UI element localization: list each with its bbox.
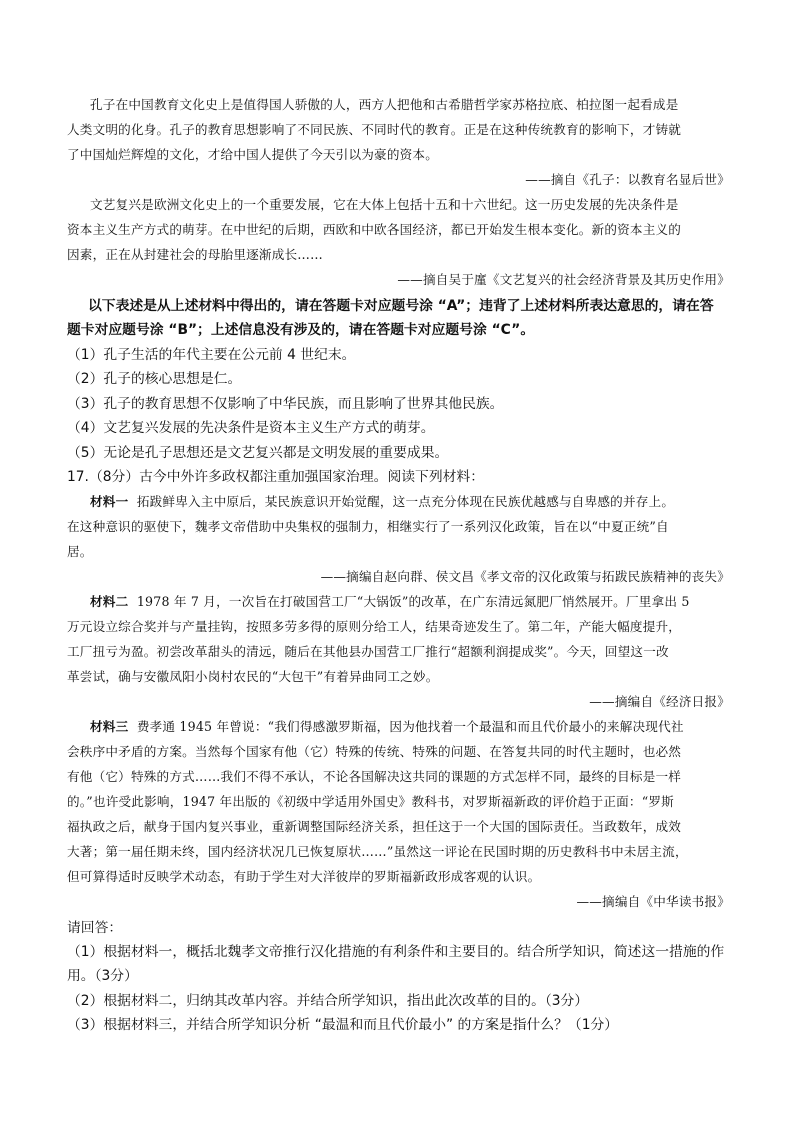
m2-label: 材料二 <box>90 594 129 609</box>
q17-2: （2）根据材料二，归纳其改革内容。并结合所学知识，指出此次改革的目的。（3分） <box>67 993 589 1009</box>
q17-1-line-2: 用。（3分） <box>67 968 138 984</box>
passage2-line-3: 因素，正在从封建社会的母胎里逐渐成长…… <box>67 247 323 262</box>
m1-line-3: 居。 <box>67 544 93 559</box>
passage1-source: ——摘自《孔子：以教育名显后世》 <box>525 172 730 187</box>
instruction-line-1: 以下表述是从上述材料中得出的，请在答题卡对应题号涂 “A”；违背了上述材料所表达意思的，请在答 <box>88 298 714 314</box>
m3-line-4: 的。”也许受此影响，1947 年出版的《初级中学适用外国史》教科书，对罗斯福新政的评价趋于正面：“罗斯 <box>67 794 674 809</box>
passage1-line-2: 人类文明的化身。孔子的教育思想影响了不同民族、不同时代的教育。正是在这种传统教育的影响下，才铸就 <box>67 122 682 137</box>
q17-stem: 17.（8分）古今中外许多政权都注重加强国家治理。阅读下列材料： <box>67 469 485 485</box>
passage2-line-2: 资本主义生产方式的萌芽。在中世纪的后期，西欧和中欧各国经济，都已开始发生根本变化。新的资本主义的 <box>67 222 682 237</box>
statement-1: （1）孔子生活的年代主要在公元前 4 世纪末。 <box>67 347 356 363</box>
m3-line-2: 会秩序中矛盾的方案。当然每个国家有他（它）特殊的传统、特殊的问题、在答复共同的时代主题时，也必然 <box>67 744 682 759</box>
m2-line-3: 工厂扭亏为盈。初尝改革甜头的清远，随后在其他县办国营工厂推行“超额利润提成奖”。今天，回望这一改 <box>67 644 669 659</box>
m1-label: 材料一 <box>90 494 129 509</box>
statement-3: （3）孔子的教育思想不仅影响了中华民族，而且影响了世界其他民族。 <box>67 396 504 412</box>
m3-line-3: 有他（它）特殊的方式……我们不得不承认，不论各国解决这共同的课题的方式怎样不同，最终的目标是一样 <box>67 769 682 784</box>
m3-line-6: 大著；第一届任期未终，国内经济状况几已恢复原状……”虽然这一评论在民国时期的历史教科书中未居主流， <box>67 844 688 859</box>
m2-line-1: 1978 年 7 月，一次旨在打破国营工厂“大锅饭”的改革，在广东清远氮肥厂悄然展开。厂里拿出 5 <box>136 594 690 609</box>
instruction-line-2: 题卡对应题号涂 “B”；上述信息没有涉及的，请在答题卡对应题号涂 “C”。 <box>67 322 535 338</box>
m1-source: ——摘编自赵向群、侯文昌《孝文帝的汉化政策与拓跋民族精神的丧失》 <box>320 569 730 584</box>
m1-first-line <box>90 491 674 510</box>
m3-line-1: 费孝通 1945 年曾说：“我们得感激罗斯福，因为他找着一个最温和而且代价最小的来解决现代社 <box>136 719 684 734</box>
m3-line-5: 福执政之后，献身于国内复兴事业，重新调整国际经济关系，担任这于一个大国的国际责任。当政数年，成效 <box>67 819 682 834</box>
m2-first-line <box>90 591 690 610</box>
passage1-line-1: 孔子在中国教育文化史上是值得国人骄傲的人，西方人把他和古希腊哲学家苏格拉底、柏拉图一起看成是 <box>90 97 679 112</box>
m3-label: 材料三 <box>90 719 129 734</box>
passage2-line-1: 文艺复兴是欧洲文化史上的一个重要发展，它在大体上包括十五和十六世纪。这一历史发展的先决条件是 <box>90 197 679 212</box>
m2-source: ——摘编自《经济日报》 <box>589 694 730 709</box>
m3-first-line <box>90 716 684 735</box>
answer-prompt: 请回答： <box>67 920 123 936</box>
passage2-source: ——摘自吴于廑《文艺复兴的社会经济背景及其历史作用》 <box>397 272 730 287</box>
m1-line-1: 拓跋鲜卑入主中原后，某民族意识开始觉醒，这一点充分体现在民族优越感与自卑感的并存上。 <box>136 494 675 509</box>
statement-5: （5）无论是孔子思想还是文艺复兴都是文明发展的重要成果。 <box>67 445 449 461</box>
statement-2: （2）孔子的核心思想是仁。 <box>67 371 242 387</box>
q17-3: （3）根据材料三，并结合所学知识分析 “最温和而且代价最小” 的方案是指什么？（1分） <box>67 1017 619 1033</box>
m1-line-2: 在这种意识的驱使下，魏孝文帝借助中央集权的强制力，相继实行了一系列汉化政策，旨在以“中夏正统”自 <box>67 519 669 534</box>
passage1-line-3: 了中国灿烂辉煌的文化，才给中国人提供了今天引以为豪的资本。 <box>67 147 439 162</box>
q17-1-line-1: （1）根据材料一，概括北魏孝文帝推行汉化措施的有利条件和主要目的。结合所学知识，简述这一措施的作 <box>67 944 725 960</box>
m3-source: ——摘编自《中华读书报》 <box>576 894 730 909</box>
m2-line-2: 万元设立综合奖并与产量挂钩，按照多劳多得的原则分给工人，结果奇迹发生了。第二年，产能大幅度提升， <box>67 619 682 634</box>
m3-line-7: 但可算得适时反映学术动态，有助于学生对大洋彼岸的罗斯福新政形成客观的认识。 <box>67 869 541 884</box>
statement-4: （4）文艺复兴发展的先决条件是资本主义生产方式的萌芽。 <box>67 420 435 436</box>
m2-line-4: 革尝试，确与安徽凤阳小岗村农民的“大包干”有着异曲同工之妙。 <box>67 669 439 684</box>
